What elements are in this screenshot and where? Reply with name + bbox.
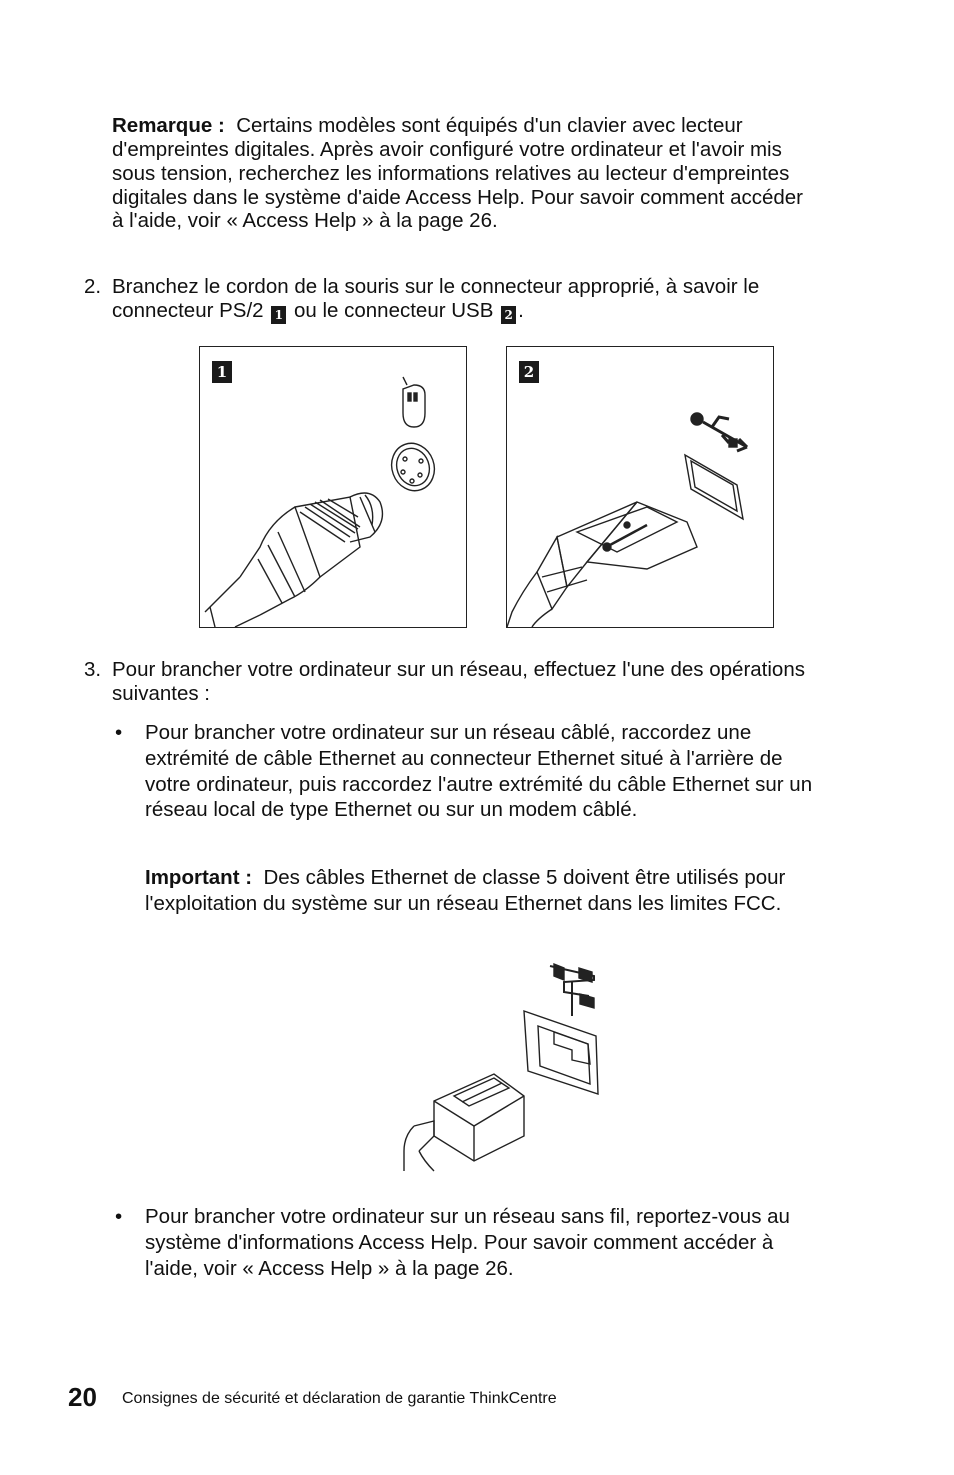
- step2-number: 2.: [84, 275, 102, 298]
- step3-number: 3.: [84, 658, 102, 681]
- bullet-2-marker: •: [115, 1205, 123, 1228]
- page-number: 20: [68, 1382, 97, 1412]
- figure-badge-1: 1: [212, 361, 232, 383]
- bullet-1-marker: •: [115, 721, 123, 744]
- footer-title: Consignes de sécurité et déclaration de garantie ThinkCentre: [122, 1390, 557, 1407]
- usb-connector-figure: [506, 346, 774, 628]
- step2-line-2: [112, 299, 524, 324]
- important-text-1: Des câbles Ethernet de classe 5 doivent être utilisés pour: [263, 866, 786, 889]
- note-line-5: à l'aide, voir « Access Help » à la page 26.: [112, 209, 498, 232]
- usb-plug-icon: [507, 502, 697, 627]
- usb-plug-illustration: [507, 347, 773, 627]
- ethernet-plug-icon: [404, 1074, 524, 1171]
- note-line-1: [112, 114, 743, 138]
- bullet-2-line-3: l'aide, voir « Access Help » à la page 26.: [145, 1257, 514, 1280]
- ps2-port-icon: [385, 437, 441, 496]
- bullet-1-line-2: extrémité de câble Ethernet au connecteur Ethernet situé à l'arrière de: [145, 747, 783, 770]
- usb-port-icon: [685, 455, 743, 519]
- note-line-4: digitales dans le système d'aide Access Help. Pour savoir comment accéder: [112, 186, 803, 209]
- usb-icon: [691, 413, 747, 451]
- step3-line-2: suivantes :: [112, 682, 210, 705]
- note-text-1: Certains modèles sont équipés d'un clavier avec lecteur: [236, 114, 743, 137]
- step3-line-1: Pour brancher votre ordinateur sur un réseau, effectuez l'une des opérations: [112, 658, 805, 681]
- ethernet-connector-illustration: [404, 956, 614, 1176]
- bullet-1-line-3: votre ordinateur, puis raccordez l'autre extrémité du câble Ethernet sur un: [145, 773, 813, 796]
- bullet-2-line-2: système d'informations Access Help. Pour savoir comment accéder à: [145, 1231, 774, 1254]
- step2-text-ps2: connecteur PS/2: [112, 299, 264, 322]
- important-line-2: l'exploitation du système sur un réseau Ethernet dans les limites FCC.: [145, 892, 782, 915]
- ps2-plug-illustration: [200, 347, 466, 627]
- mouse-icon: [403, 377, 425, 427]
- important-label: Important :: [145, 866, 253, 889]
- step2-line-1: Branchez le cordon de la souris sur le connecteur approprié, à savoir le: [112, 275, 760, 298]
- note-line-3: sous tension, recherchez les informations relatives au lecteur d'empreintes: [112, 162, 790, 185]
- step2-text-usb: ou le connecteur USB: [293, 299, 494, 322]
- ps2-connector-figure: [199, 346, 467, 628]
- step2-period: .: [518, 299, 524, 322]
- note-line-2: d'empreintes digitales. Après avoir configuré votre ordinateur et l'avoir mis: [112, 138, 782, 161]
- note-label: Remarque :: [112, 114, 225, 137]
- network-icon: [550, 964, 594, 1016]
- figure-badge-2: 2: [519, 361, 539, 383]
- callout-badge-2: 2: [501, 306, 516, 324]
- callout-badge-1: 1: [271, 306, 286, 324]
- ethernet-port-icon: [524, 1011, 598, 1094]
- bullet-1-line-4: réseau local de type Ethernet ou sur un modem câblé.: [145, 798, 638, 821]
- bullet-1-line-1: Pour brancher votre ordinateur sur un réseau câblé, raccordez une: [145, 721, 752, 744]
- bullet-2-line-1: Pour brancher votre ordinateur sur un réseau sans fil, reportez-vous au: [145, 1205, 790, 1228]
- important-line-1: [145, 866, 785, 890]
- ps2-plug-icon: [205, 493, 382, 627]
